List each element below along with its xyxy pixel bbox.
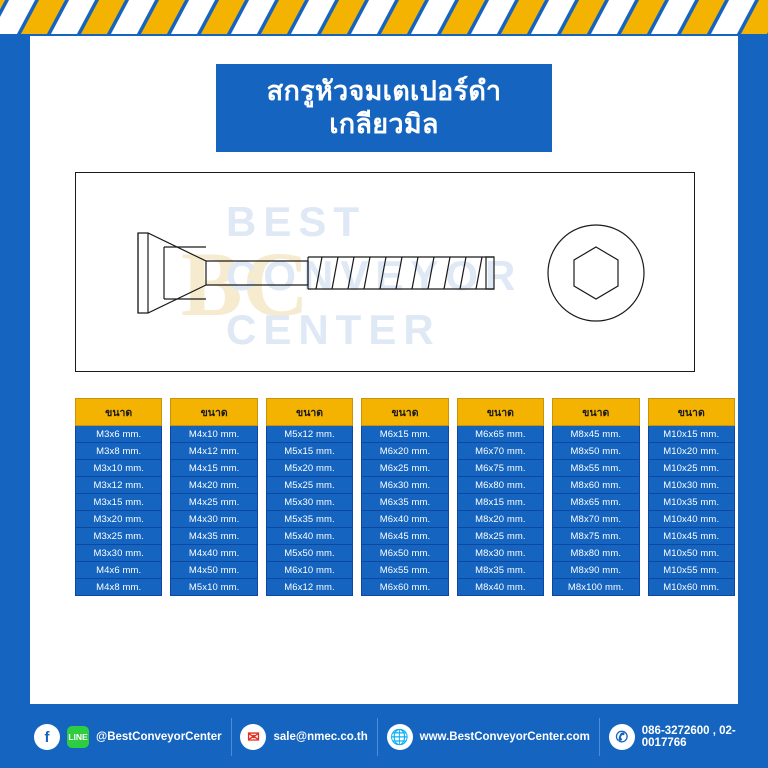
email-label: sale@nmec.co.th: [273, 731, 368, 743]
table-row: M6x12 mm.: [266, 579, 353, 596]
table-row: M3x8 mm.: [75, 443, 162, 460]
table-row: M4x50 mm.: [170, 562, 257, 579]
product-drawing-frame: [75, 172, 695, 372]
table-row: M10x20 mm.: [648, 443, 735, 460]
table-row: M5x10 mm.: [170, 579, 257, 596]
table-row: M8x70 mm.: [552, 511, 639, 528]
table-row: M10x60 mm.: [648, 579, 735, 596]
table-row: M4x12 mm.: [170, 443, 257, 460]
footer-phone[interactable]: [600, 724, 768, 750]
table-row: M4x15 mm.: [170, 460, 257, 477]
table-row: M6x15 mm.: [361, 426, 448, 443]
table-row: M5x25 mm.: [266, 477, 353, 494]
table-row: M4x10 mm.: [170, 426, 257, 443]
table-row: M10x55 mm.: [648, 562, 735, 579]
facebook-icon: f: [34, 724, 60, 750]
table-column-header: ขนาด: [457, 398, 544, 426]
table-row: M8x60 mm.: [552, 477, 639, 494]
website-label: www.BestConveyorCenter.com: [419, 731, 590, 743]
table-row: M5x40 mm.: [266, 528, 353, 545]
watermark-line-3: CENTER: [226, 305, 441, 353]
watermark-line-1: BEST: [226, 198, 367, 245]
size-table-column: [648, 398, 735, 596]
phone-label: 086-3272600 , 02-0017766: [641, 725, 736, 749]
table-row: M4x30 mm.: [170, 511, 257, 528]
table-row: M3x15 mm.: [75, 494, 162, 511]
table-row: M4x8 mm.: [75, 579, 162, 596]
table-row: M10x40 mm.: [648, 511, 735, 528]
table-row: M4x25 mm.: [170, 494, 257, 511]
table-row: M10x25 mm.: [648, 460, 735, 477]
table-column-header: ขนาด: [648, 398, 735, 426]
table-row: M8x90 mm.: [552, 562, 639, 579]
footer-email[interactable]: [231, 724, 376, 750]
table-row: M5x30 mm.: [266, 494, 353, 511]
table-row: M6x20 mm.: [361, 443, 448, 460]
size-table-column: [75, 398, 162, 596]
table-row: M5x15 mm.: [266, 443, 353, 460]
size-table-column: [361, 398, 448, 596]
table-row: M8x40 mm.: [457, 579, 544, 596]
table-row: M6x65 mm.: [457, 426, 544, 443]
footer-facebook[interactable]: [0, 724, 231, 750]
table-row: M6x45 mm.: [361, 528, 448, 545]
size-table-column: [170, 398, 257, 596]
table-column-header: ขนาด: [361, 398, 448, 426]
table-column-header: ขนาด: [170, 398, 257, 426]
footer-contact-bar: [0, 706, 768, 768]
table-row: M4x20 mm.: [170, 477, 257, 494]
table-row: M3x25 mm.: [75, 528, 162, 545]
title-line-2: เกลียวมิล: [329, 109, 439, 139]
table-row: M10x30 mm.: [648, 477, 735, 494]
table-row: M5x20 mm.: [266, 460, 353, 477]
table-row: M10x15 mm.: [648, 426, 735, 443]
facebook-label: @BestConveyorCenter: [96, 731, 222, 743]
watermark-line-2: CONVEYOR: [226, 251, 523, 299]
table-column-header: ขนาด: [552, 398, 639, 426]
table-row: M8x100 mm.: [552, 579, 639, 596]
table-row: M6x10 mm.: [266, 562, 353, 579]
table-row: M8x55 mm.: [552, 460, 639, 477]
table-row: M6x55 mm.: [361, 562, 448, 579]
table-row: M6x50 mm.: [361, 545, 448, 562]
table-row: M6x60 mm.: [361, 579, 448, 596]
table-row: M10x50 mm.: [648, 545, 735, 562]
title-line-1: สกรูหัวจมเตเปอร์ดำ: [266, 75, 502, 106]
table-row: M3x10 mm.: [75, 460, 162, 477]
size-tables: [75, 398, 735, 596]
table-row: M4x6 mm.: [75, 562, 162, 579]
table-row: M6x25 mm.: [361, 460, 448, 477]
table-row: M3x6 mm.: [75, 426, 162, 443]
table-row: M8x45 mm.: [552, 426, 639, 443]
envelope-icon: ✉: [240, 724, 266, 750]
table-row: M4x35 mm.: [170, 528, 257, 545]
content-page: [28, 34, 740, 706]
table-row: M8x30 mm.: [457, 545, 544, 562]
table-row: M6x35 mm.: [361, 494, 448, 511]
table-row: M5x50 mm.: [266, 545, 353, 562]
table-row: M6x70 mm.: [457, 443, 544, 460]
table-column-header: ขนาด: [266, 398, 353, 426]
table-row: M5x35 mm.: [266, 511, 353, 528]
table-row: M6x30 mm.: [361, 477, 448, 494]
globe-icon: 🌐: [387, 724, 413, 750]
screw-side-view-icon: [76, 173, 695, 372]
table-column-header: ขนาด: [75, 398, 162, 426]
footer-website[interactable]: [378, 724, 599, 750]
watermark-logo-icon: BC: [181, 233, 309, 335]
phone-icon: ✆: [609, 724, 635, 750]
table-row: M3x20 mm.: [75, 511, 162, 528]
table-row: M10x45 mm.: [648, 528, 735, 545]
table-row: M4x40 mm.: [170, 545, 257, 562]
table-row: M8x80 mm.: [552, 545, 639, 562]
table-row: M8x25 mm.: [457, 528, 544, 545]
size-table-column: [552, 398, 639, 596]
table-row: M3x30 mm.: [75, 545, 162, 562]
table-row: M3x12 mm.: [75, 477, 162, 494]
table-row: M10x35 mm.: [648, 494, 735, 511]
table-row: M8x75 mm.: [552, 528, 639, 545]
table-row: M8x35 mm.: [457, 562, 544, 579]
table-row: M5x12 mm.: [266, 426, 353, 443]
page-title: [216, 64, 552, 152]
table-row: M8x50 mm.: [552, 443, 639, 460]
top-chevron-band: [0, 0, 768, 34]
table-row: M6x75 mm.: [457, 460, 544, 477]
size-table-column: [266, 398, 353, 596]
line-icon: LINE: [67, 726, 89, 748]
table-row: M8x20 mm.: [457, 511, 544, 528]
table-row: M6x40 mm.: [361, 511, 448, 528]
table-row: M8x15 mm.: [457, 494, 544, 511]
size-table-column: [457, 398, 544, 596]
table-row: M8x65 mm.: [552, 494, 639, 511]
table-row: M6x80 mm.: [457, 477, 544, 494]
